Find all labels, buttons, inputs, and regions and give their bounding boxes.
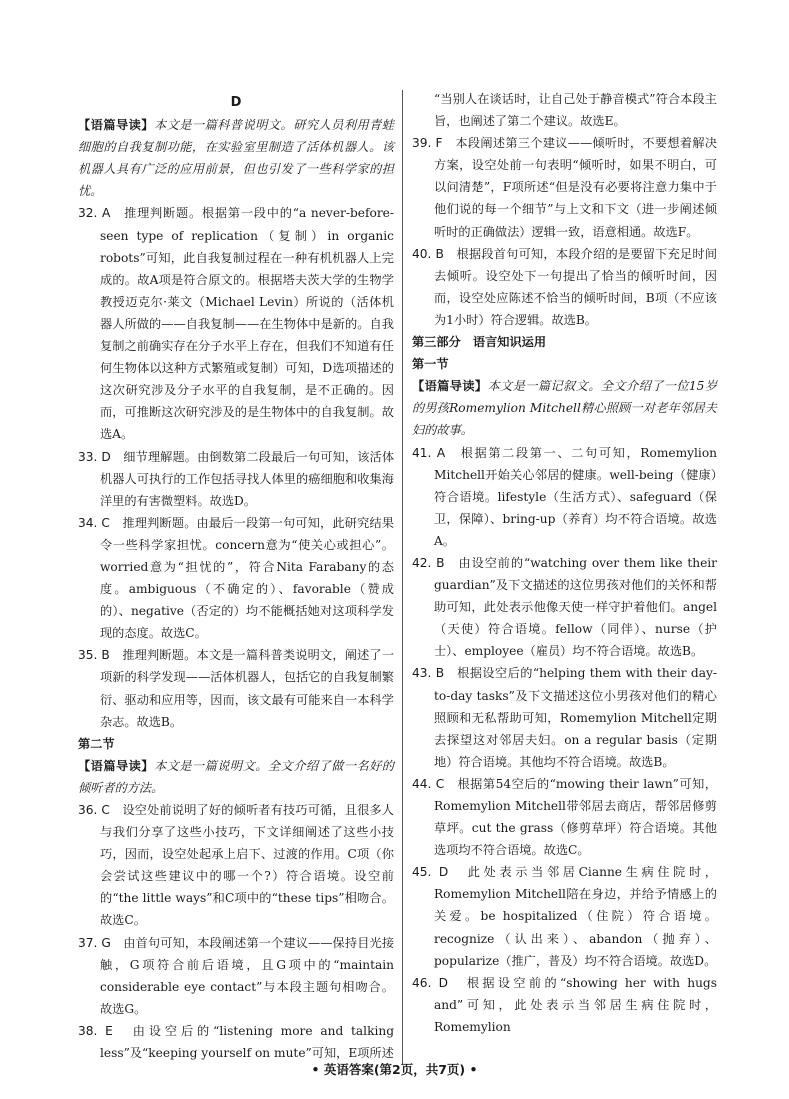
answer-explanation: 推理判断题。由最后一段第一句可知，此研究结果令一些科学家担忧。concern意为“使关心或担心”。worried意为“担忧的”，符合Nita Farabany的态度。ambiguous（不确定的）、favorable（赞成的）、negative（否定的）均不能概括她对这项科学发现的态度。故选C。 <box>100 515 394 641</box>
guide-label: 【语篇导读】 <box>78 118 154 133</box>
answer-explanation: 由首句可知，本段阐述第一个建议——保持目光接触，G项符合前后语境，且G项中的“maintain considerable eye contact”与本段主题句相吻合。故选G。 <box>100 935 395 1016</box>
answer-item-40 <box>412 243 717 331</box>
answer-item-44 <box>412 773 717 861</box>
guide-text: 本文是一篇科普说明文。研究人员利用青蛙细胞的自我复制功能，在实验室里制造了活体机器人。该机器人具有广泛的应用前景，但也引发了一些科学家的担忧。 <box>78 118 394 199</box>
answer-item-43 <box>412 662 717 772</box>
answer-explanation: 根据设空前的“showing her with hugs and”可知，此处表示当邻居生病住院时，Romemylion <box>434 975 717 1034</box>
right-column <box>412 88 717 1038</box>
section-2-title: 第二节 <box>78 736 115 751</box>
section-1-title: 第一节 <box>412 357 449 372</box>
answer-explanation: 本段阐述第三个建议——倾听时，不要想着解决方案，设空处前一句表明“倾听时，如果不明白，可以问清楚”，F项所述“但是没有必要将注意力集中于他们说的每一个细节”与上文和下文（进一步阐述倾听时的正确做法）逻辑一致，语意相通。故选F。 <box>434 136 718 239</box>
guide-label: 【语篇导读】 <box>78 758 154 773</box>
answer-item-37 <box>78 932 394 1020</box>
answer-38-continuation: “当别人在谈话时，让自己处于静音模式”符合本段主旨，也阐述了第二个建议。故选E。 <box>434 92 717 129</box>
answer-number: 32. A <box>78 206 111 221</box>
page-footer: • 英语答案(第2页，共7页) • <box>311 1062 478 1077</box>
answer-item-35 <box>78 644 394 732</box>
answer-number: 34. C <box>78 515 110 530</box>
answer-explanation: 根据第54空后的“mowing their lawn”可知，Romemylion Mitchell带邻居去商店，帮邻居修剪草坪。cut the grass（修剪草坪）符合语境。其他选项均不符合语境。故选C。 <box>434 776 717 858</box>
answer-number: 41. A <box>412 445 446 460</box>
answer-number: 42. B <box>412 555 445 570</box>
answer-explanation: 细节理解题。由倒数第二段最后一句可知，该活体机器人可执行的工作包括寻找人体里的癌细胞和收集海洋里的有害微塑料。故选D。 <box>100 449 395 508</box>
answer-item-45 <box>412 861 717 971</box>
answer-number: 45. D <box>412 865 449 880</box>
guide-text: 本文是一篇说明文。全文介绍了做一名好的倾听者的方法。 <box>78 758 394 795</box>
answer-explanation: 根据段首句可知，本段介绍的是要留下充足时间去倾听。设空处下一句提出了恰当的倾听时间，因而，设空处应陈述不恰当的倾听时间，B项（不应该为1小时）符合逻辑。故选B。 <box>434 246 718 327</box>
answer-number: 37. G <box>78 935 111 950</box>
answer-number: 33. D <box>78 449 111 464</box>
guide-text: 本文是一篇记叙文。全文介绍了一位15岁的男孩Romemylion Mitchell精心照顾一对老年邻居夫妇的故事。 <box>412 379 718 438</box>
column-divider <box>402 90 403 1065</box>
answer-explanation: 设空处前说明了好的倾听者有技巧可循，且很多人与我们分享了这些小技巧，下文详细阐述了这些小技巧，因而，设空处起承上启下、过渡的作用。C项（你会尝试这些建议中的哪一个?）符合语境。设空前的“the little ways”和C项中的“these tips”相吻合。故选C。 <box>100 803 394 928</box>
answer-explanation: 推理判断题。根据第一段中的“a never-before-seen type of replication（复制）in organic robots”可知，此自我复制过程在一种有机机器人上完成的。故A项是符合原文的。根据塔夫茨大学的生物学教授迈克尔·莱文（Michael Levin）所说的（活体机器人所做的——自我复制——在生物体中是新的。自我复制之前确实存在分子水平上存在，但我们不知道有任何生物体以这种方式繁殖或复制）可知，D选项描述的这次研究涉及分子水平的自我复制，是不正确的。因而，可推断这次研究涉及的是生物体中的自我复制。故选A。 <box>100 206 394 442</box>
left-column <box>78 92 394 1064</box>
answer-item-38 <box>78 1020 394 1064</box>
answer-number: 46. D <box>412 975 448 990</box>
answer-number: 39. F <box>412 136 443 151</box>
reading-guide-d <box>78 114 394 202</box>
answer-number: 40. B <box>412 246 444 261</box>
answer-number: 38. E <box>78 1023 113 1038</box>
answer-item-36 <box>78 799 394 932</box>
answer-explanation: 根据第二段第一、二句可知，Romemylion Mitchell开始关心邻居的健康。well-being（健康）符合语境。lifestyle（生活方式）、safeguard（保卫，保障）、bring-up（养育）均不符合语境。故选A。 <box>434 445 718 548</box>
answer-item-32 <box>78 202 394 445</box>
answer-item-41 <box>412 442 717 552</box>
answer-item-46 <box>412 972 717 1038</box>
answer-number: 44. C <box>412 776 445 791</box>
guide-label: 【语篇导读】 <box>412 379 488 394</box>
section-letter: D <box>230 95 242 110</box>
answer-number: 35. B <box>78 648 110 663</box>
answer-explanation: 推理判断题。本文是一篇科普类说明文，阐述了一项新的科学发现——活体机器人，包括它的自我复制繁衍、驱动和应用等，因而，该文最有可能来自一本科学杂志。故选B。 <box>100 648 395 729</box>
part-3-title: 第三部分 语言知识运用 <box>412 335 547 350</box>
reading-guide-section2 <box>78 755 394 799</box>
answer-item-39 <box>412 132 717 242</box>
answer-explanation: 由设空前的“watching over them like their guardian”及下文描述的这位男孩对他们的关怀和帮助可知，此处表示他像天使一样守护着他们。angel（天使）符合语境。fellow（同伴）、nurse（护士）、employee（雇员）均不符合语境。故选B。 <box>434 555 718 659</box>
reading-guide-cloze <box>412 375 717 441</box>
answer-number: 36. C <box>78 803 110 817</box>
answer-item-42 <box>412 552 717 662</box>
answer-item-33 <box>78 446 394 512</box>
answer-number: 43. B <box>412 666 445 681</box>
answer-explanation: 根据设空后的“helping them with their day-to-day tasks”及下文描述这位小男孩对他们的精心照顾和无私帮助可知，Romemylion Mitchell定期去探望这对邻居夫妇。on a regular basis（定期地）符合语境。其他均不符合语境。故选B。 <box>434 666 717 769</box>
answer-explanation: 由设空后的“listening more and talking less”及“keeping yourself on mute”可知，E项所述 <box>100 1023 395 1061</box>
answer-explanation: 此处表示当邻居Cianne生病住院时，Romemylion Mitchell陪在身边，并给予情感上的关爱。be hospitalized（住院）符合语境。recognize（认出来）、abandon（抛弃）、popularize（推广，普及）均不符合语境。故选D。 <box>434 865 717 968</box>
answer-item-34 <box>78 512 394 645</box>
